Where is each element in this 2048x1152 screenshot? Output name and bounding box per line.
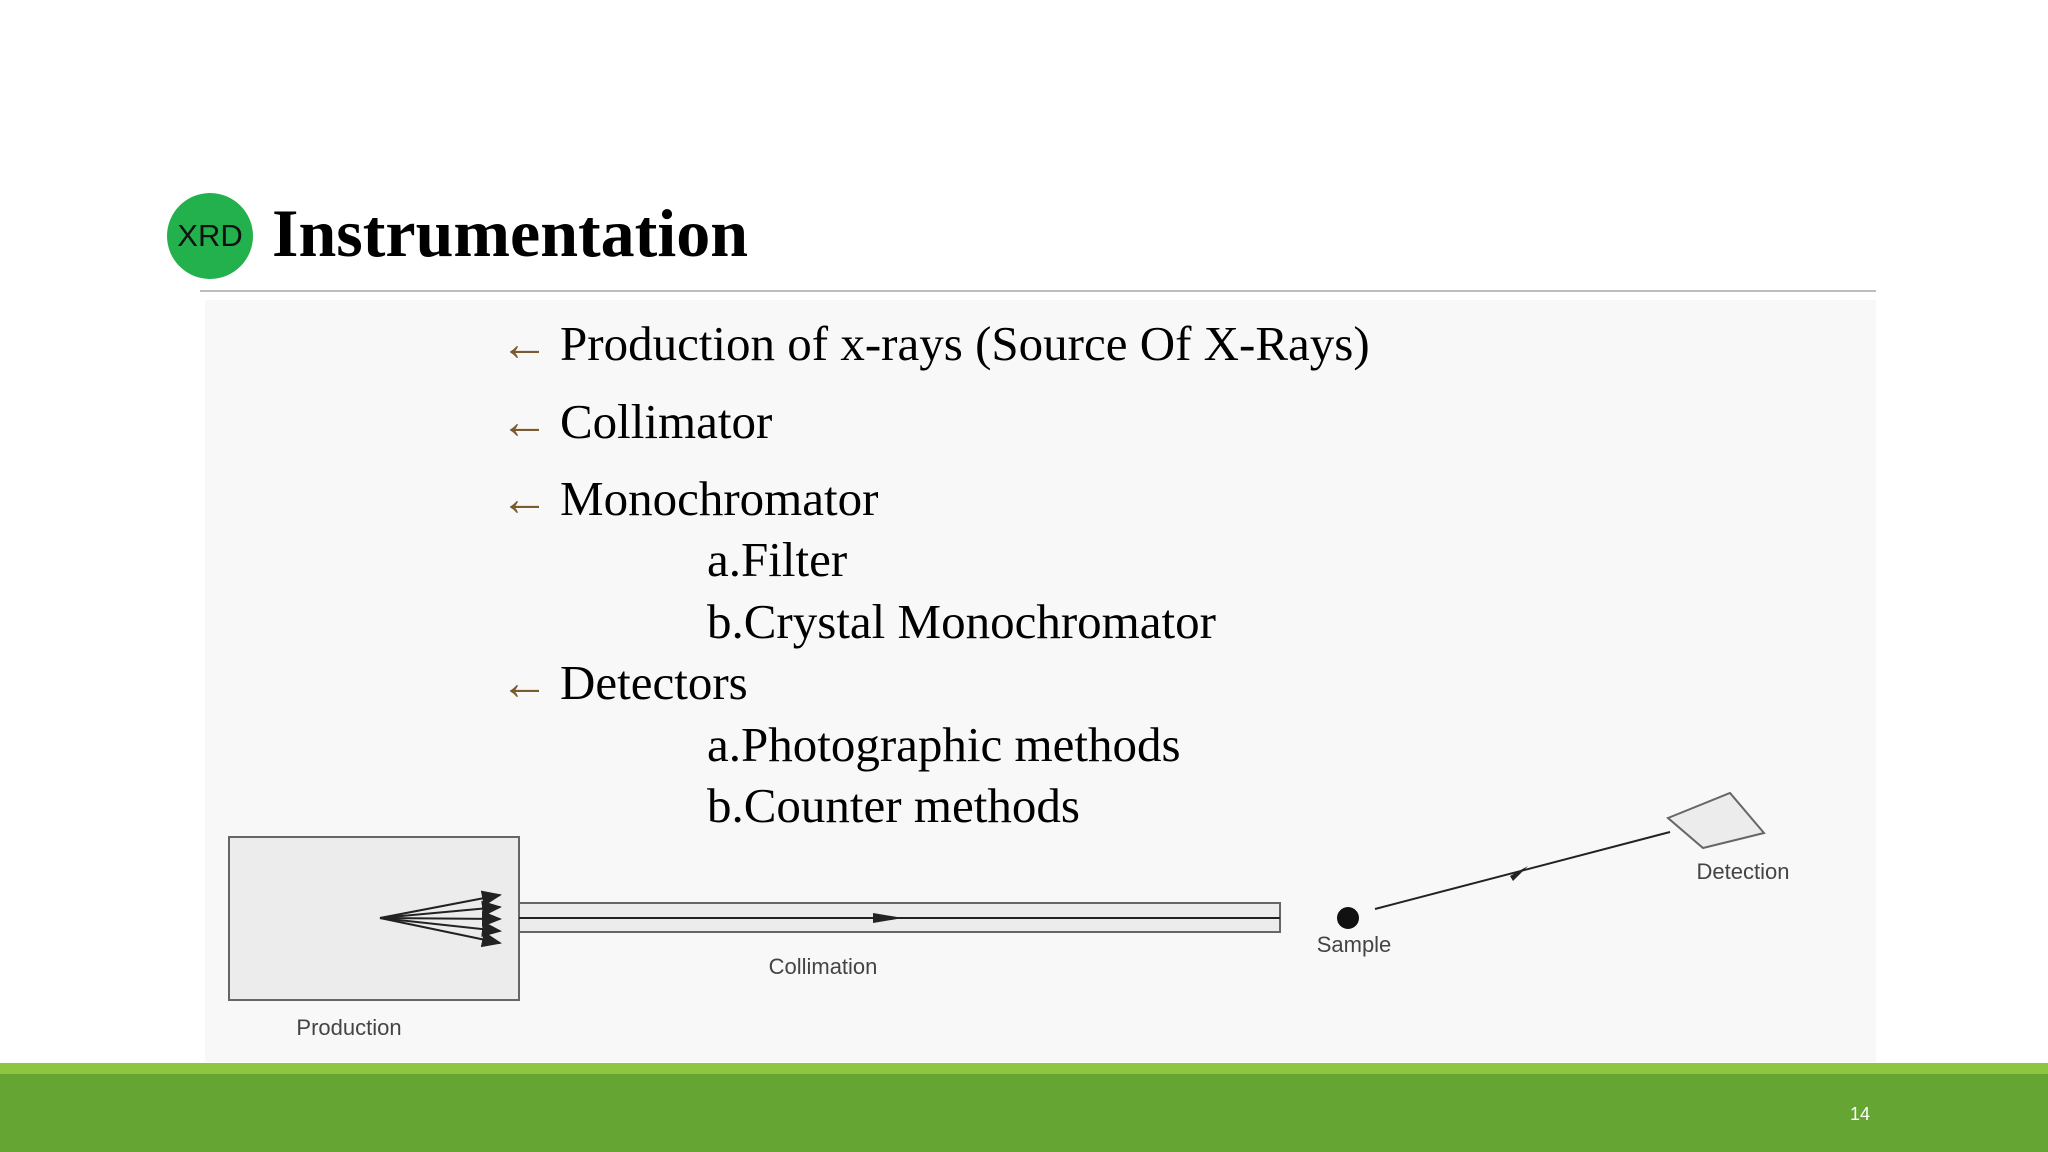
- left-arrow-icon: ←: [500, 471, 549, 526]
- left-arrow-icon: ←: [500, 655, 549, 710]
- detection-label: Detection: [1696, 859, 1790, 884]
- sub-item-counter-methods: b.Counter methods: [707, 778, 1080, 833]
- bullet-label: Detectors: [560, 655, 748, 710]
- sub-item-photographic-methods: a.Photographic methods: [707, 717, 1181, 772]
- collimation-label: Collimation: [768, 954, 878, 979]
- footer-bar: [0, 1074, 2048, 1152]
- slide-title: Instrumentation: [272, 195, 749, 271]
- left-arrow-icon: ←: [500, 394, 549, 449]
- production-label: Production: [296, 1015, 402, 1040]
- sample-dot: [1337, 907, 1359, 929]
- sub-item-crystal-monochromator: b.Crystal Monochromator: [707, 594, 1216, 649]
- detector-shape: [1668, 793, 1764, 848]
- bullet-label: Monochromator: [560, 471, 879, 526]
- badge-label: XRD: [177, 218, 243, 253]
- page-number: 14: [1849, 1104, 1870, 1124]
- sample-label: Sample: [1316, 932, 1392, 957]
- footer-accent-stripe: [0, 1063, 2048, 1074]
- bullet-label: Production of x-rays (Source Of X-Rays): [560, 316, 1370, 371]
- bullet-label: Collimator: [560, 394, 773, 449]
- sub-item-filter: a.Filter: [707, 532, 848, 587]
- left-arrow-icon: ←: [500, 316, 549, 371]
